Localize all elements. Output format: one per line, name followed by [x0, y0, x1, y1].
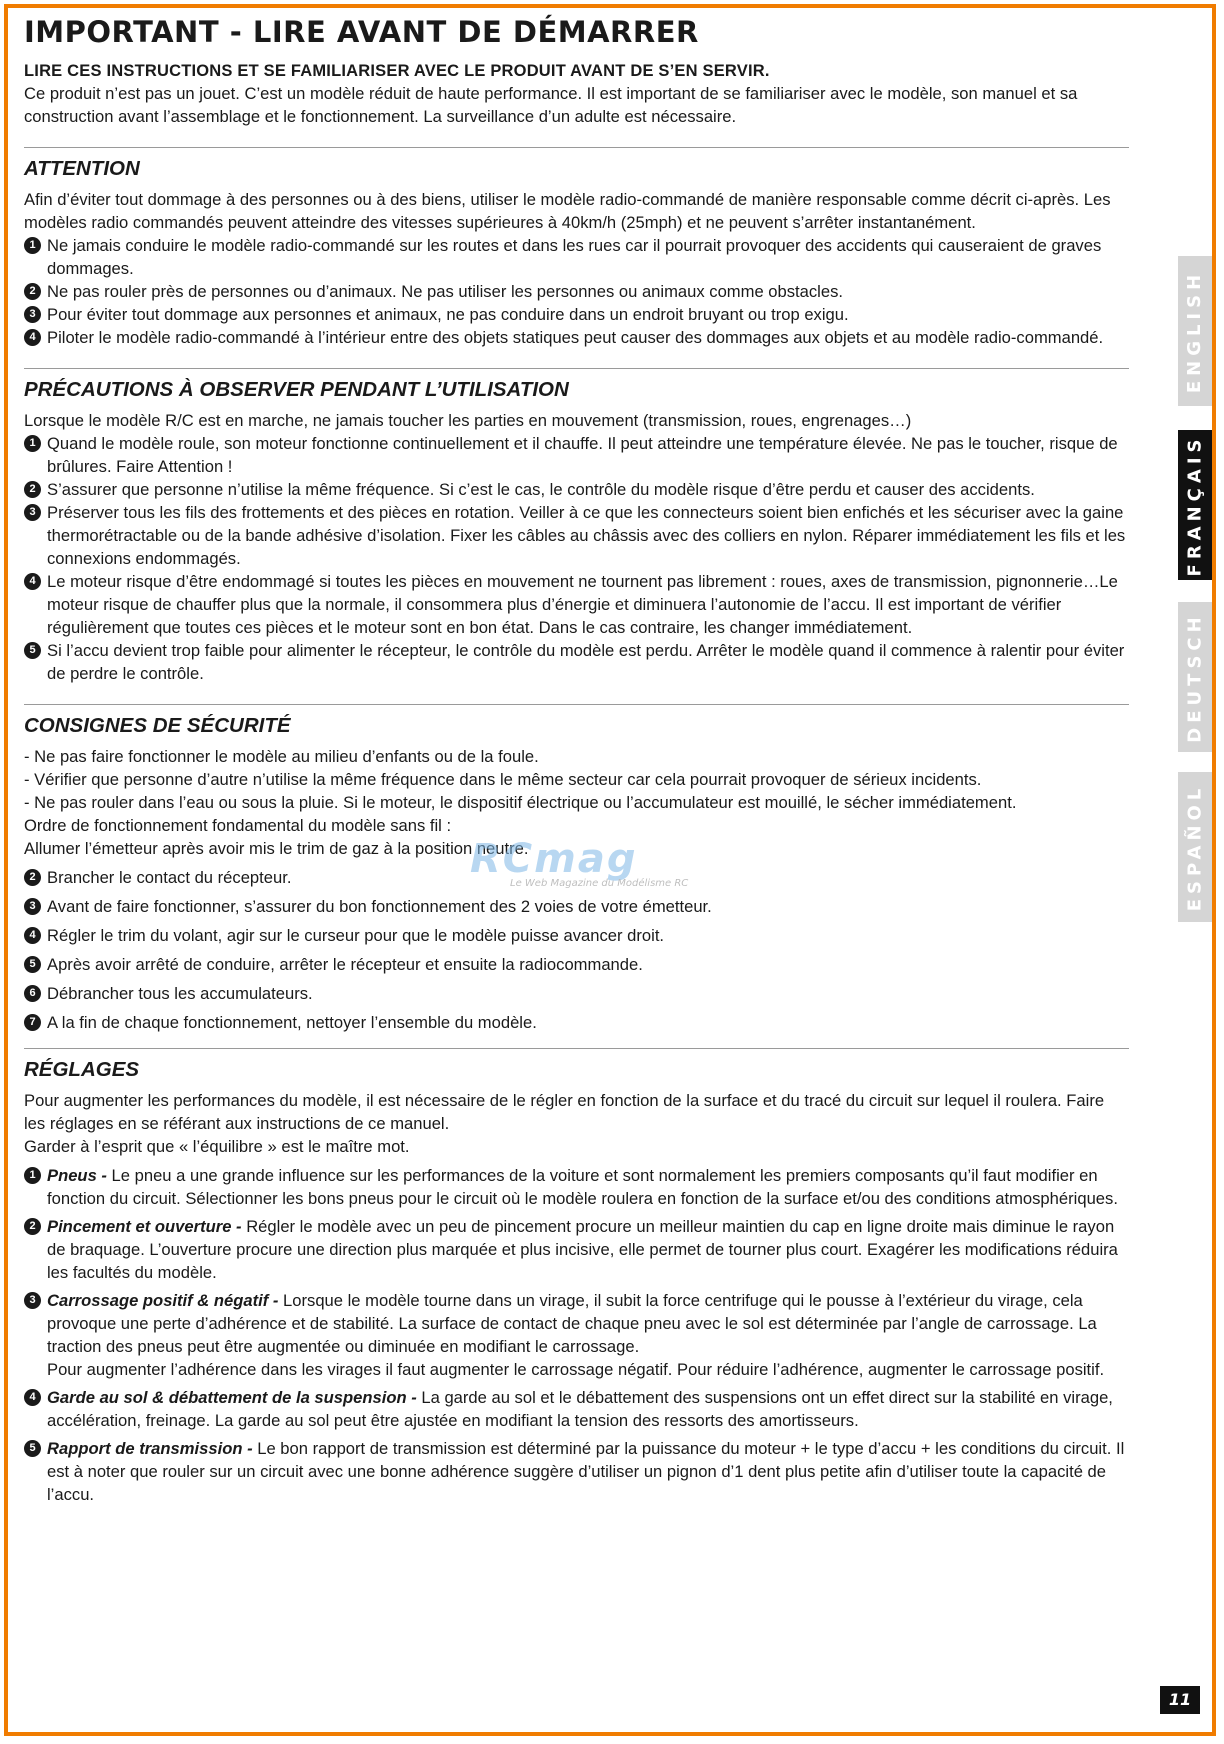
tab-deutsch[interactable]	[1178, 602, 1212, 752]
item-text: Quand le modèle roule, son moteur fonctionne continuellement et il chauffe. Il peut atteindre une température élevée. Ne pas le toucher, risque de brûlures. Faire Attention !	[47, 434, 1118, 476]
lead-heading: LIRE CES INSTRUCTIONS ET SE FAMILIARISER AVEC LE PRODUIT AVANT DE S’EN SERVIR.	[24, 62, 770, 80]
tab-label: ENGLISH	[1184, 269, 1206, 393]
page-number: 11	[1160, 1686, 1200, 1714]
item-text: Régler le modèle avec un peu de pincement procure un meilleur maintien du cap en ligne droite mais diminue le rayon de braquage. L’ouverture procure une direction plus marquée et plus incisive, elle permet de tourner plus court. Exagérer les modifications réduira les facultés du modèle.	[47, 1217, 1118, 1282]
document-content	[24, 14, 1129, 1511]
number-badge: 2	[24, 1218, 41, 1235]
precautions-section	[24, 377, 1129, 685]
item-text: Préserver tous les fils des frottements et des pièces en rotation. Veiller à ce que les connecteurs soient bien enfichés et les sécuriser avec la gaine thermorétractable ou de la bande adhésive d’isolation. Fixer les câbles au châssis avec des colliers en nylon. Réparer immédiatement les fils et les connexions endommagés.	[47, 503, 1126, 568]
number-badge: 1	[24, 435, 41, 452]
number-badge: 1	[24, 237, 41, 254]
number-badge: 2	[24, 283, 41, 300]
precaution-item	[24, 478, 1129, 501]
number-badge: 3	[24, 504, 41, 521]
reglages-intro: Pour augmenter les performances du modèle, il est nécessaire de le régler en fonction de la surface et du tracé du circuit sur lequel il roulera. Faire les réglages en se référant aux instructions de ce manuel.	[24, 1091, 1105, 1133]
tab-label: DEUTSCH	[1184, 611, 1206, 743]
tab-espanol[interactable]	[1178, 772, 1212, 922]
item-text: S’assurer que personne n’utilise la même fréquence. Si c’est le cas, le contrôle du modèle risque d’être perdu et causer des accidents.	[47, 480, 1035, 499]
precautions-title: PRÉCAUTIONS À OBSERVER PENDANT L’UTILISATION	[24, 378, 569, 401]
reglage-term: Rapport de transmission -	[47, 1439, 253, 1458]
number-badge: 4	[24, 329, 41, 346]
securite-section	[24, 713, 1129, 1034]
order-step	[24, 837, 1129, 860]
reglage-term: Garde au sol & débattement de la suspension -	[47, 1388, 417, 1407]
reglage-item	[24, 1215, 1129, 1284]
item-text: Après avoir arrêté de conduire, arrêter le récepteur et ensuite la radiocommande.	[47, 955, 643, 974]
reglages-title: RÉGLAGES	[24, 1058, 140, 1081]
reglage-item	[24, 1289, 1129, 1381]
divider	[24, 368, 1129, 369]
number-badge: 6	[24, 985, 41, 1002]
attention-section	[24, 156, 1129, 349]
order-step	[24, 895, 1129, 918]
item-text: Débrancher tous les accumulateurs.	[47, 984, 313, 1003]
reglage-item	[24, 1437, 1129, 1506]
item-text: A la fin de chaque fonctionnement, nettoyer l’ensemble du modèle.	[47, 1013, 537, 1032]
number-badge: 3	[24, 1292, 41, 1309]
tab-label: ESPAÑOL	[1184, 783, 1206, 911]
item-text: Ne jamais conduire le modèle radio-commandé sur les routes et dans les rues car il pourrait provoquer des accidents qui causeraient de graves dommages.	[47, 236, 1102, 278]
divider	[24, 147, 1129, 148]
attention-title: ATTENTION	[24, 157, 140, 180]
item-text: Le moteur risque d’être endommagé si toutes les pièces en mouvement ne tournent pas librement : roues, axes de transmission, pignonnerie…Le moteur risque de chauffer plus que la normale, il consommera plus d’énergie et diminuera l’autonomie de l’accu. Il est important de vérifier régulièrement que toutes ces pièces et le moteur sont en bon état. Dans le cas contraire, les changer immédiatement.	[47, 572, 1118, 637]
number-badge: 4	[24, 1389, 41, 1406]
attention-item	[24, 234, 1129, 280]
item-text: Pour éviter tout dommage aux personnes et animaux, ne pas conduire dans un endroit bruyant ou trop exigu.	[47, 305, 849, 324]
tab-english[interactable]	[1178, 256, 1212, 406]
reglage-term: Pneus -	[47, 1166, 107, 1185]
order-step	[24, 924, 1129, 947]
number-badge: 4	[24, 573, 41, 590]
item-text: Piloter le modèle radio-commandé à l’intérieur entre des objets statiques peut causer des dommages aux objets et au modèle radio-commandé.	[47, 328, 1104, 347]
order-step	[24, 866, 1129, 889]
securite-title: CONSIGNES DE SÉCURITÉ	[24, 714, 291, 737]
watermark-text: RCmag	[470, 836, 638, 882]
safety-rule: - Ne pas faire fonctionner le modèle au milieu d’enfants ou de la foule.	[24, 747, 539, 766]
safety-rule: - Vérifier que personne d’autre n’utilise la même fréquence dans le même secteur car cela pourrait provoquer de sérieux incidents.	[24, 770, 982, 789]
item-text: Brancher le contact du récepteur.	[47, 868, 292, 887]
watermark-subtext: Le Web Magazine du Modélisme RC	[510, 878, 689, 889]
divider	[24, 1048, 1129, 1049]
lead-paragraph: Ce produit n’est pas un jouet. C’est un modèle réduit de haute performance. Il est important de se familiariser avec le modèle, son manuel et sa construction avant l’assemblage et le fonctionnement. La surveillance d’un adulte est nécessaire.	[24, 84, 1078, 126]
number-badge: 7	[24, 1014, 41, 1031]
tab-francais[interactable]	[1178, 430, 1212, 580]
item-text: Régler le trim du volant, agir sur le curseur pour que le modèle puisse avancer droit.	[47, 926, 665, 945]
reglages-intro-2: Garder à l’esprit que « l’équilibre » est le maître mot.	[24, 1137, 410, 1156]
attention-item	[24, 303, 1129, 326]
precautions-intro: Lorsque le modèle R/C est en marche, ne jamais toucher les parties en mouvement (transmission, roues, engrenages…)	[24, 411, 912, 430]
number-badge: 5	[24, 956, 41, 973]
item-text: Le pneu a une grande influence sur les performances de la voiture et sont normalement les premiers composants qu’il faut modifier en fonction du circuit. Sélectionner les bons pneus pour le circuit où le modèle roulera en fonction de la surface et/ou des conditions atmosphériques.	[47, 1166, 1118, 1208]
number-badge: 5	[24, 642, 41, 659]
order-step	[24, 982, 1129, 1005]
number-badge: 1	[24, 1167, 41, 1184]
item-text: Ne pas rouler près de personnes ou d’animaux. Ne pas utiliser les personnes ou animaux comme obstacles.	[47, 282, 843, 301]
reglages-section	[24, 1057, 1129, 1506]
attention-intro: Afin d’éviter tout dommage à des personnes ou à des biens, utiliser le modèle radio-commandé de manière responsable comme décrit ci-après. Les modèles radio commandés peuvent atteindre des vitesses supérieures à 40km/h (25mph) et ne peuvent s’arrêter instantanément.	[24, 190, 1111, 232]
number-badge: 5	[24, 1440, 41, 1457]
attention-item	[24, 280, 1129, 303]
item-text: Allumer l’émetteur après avoir mis le trim de gaz à la position neutre.	[24, 839, 529, 858]
attention-item	[24, 326, 1129, 349]
precaution-item	[24, 570, 1129, 639]
item-text: Si l’accu devient trop faible pour alimenter le récepteur, le contrôle du modèle est perdu. Arrêter le modèle quand il commence à ralentir pour éviter de perdre le contrôle.	[47, 641, 1125, 683]
number-badge: 3	[24, 306, 41, 323]
page-title: IMPORTANT - LIRE AVANT DE DÉMARRER	[24, 15, 699, 49]
precaution-item	[24, 432, 1129, 478]
precaution-item	[24, 501, 1129, 570]
order-step	[24, 953, 1129, 976]
number-badge: 3	[24, 898, 41, 915]
order-step	[24, 1011, 1129, 1034]
number-badge: 2	[24, 869, 41, 886]
tab-label: FRANÇAIS	[1184, 434, 1206, 576]
number-badge: 2	[24, 481, 41, 498]
divider	[24, 704, 1129, 705]
item-text: Avant de faire fonctionner, s’assurer du bon fonctionnement des 2 voies de votre émetteur.	[47, 897, 712, 916]
item-text: Le bon rapport de transmission est déterminé par la puissance du moteur + le type d’accu + les conditions du circuit. Il est à noter que rouler sur un circuit avec une bonne adhérence suggère d’utiliser un pignon d’1 dent plus petite afin d’utiliser toute la capacité de l’accu.	[47, 1439, 1125, 1504]
reglage-item	[24, 1386, 1129, 1432]
reglage-term: Pincement et ouverture -	[47, 1217, 242, 1236]
reglage-term: Carrossage positif & négatif -	[47, 1291, 279, 1310]
number-badge: 4	[24, 927, 41, 944]
reglage-item	[24, 1164, 1129, 1210]
item-text: Lorsque le modèle tourne dans un virage, il subit la force centrifuge qui le pousse à l’extérieur du virage, cela provoque une perte d’adhérence et de stabilité. La surface de contact de chaque pneu avec le sol est déterminée par l’angle de carrossage. La traction des pneus peut être augmentée ou diminuée en modifiant le carrossage.	[47, 1291, 1097, 1356]
item-text: La garde au sol et le débattement des suspensions ont un effet direct sur la stabilité en virage, accélération, freinage. La garde au sol peut être ajustée en modifiant la tension des ressorts des amortisseurs.	[47, 1388, 1113, 1430]
item-text-extra: Pour augmenter l’adhérence dans les virages il faut augmenter le carrossage négatif. Pour réduire l’adhérence, augmenter le carrossage positif.	[47, 1360, 1105, 1379]
safety-rule: - Ne pas rouler dans l’eau ou sous la pluie. Si le moteur, le dispositif électrique ou l’accumulateur est mouillé, le sécher immédiatement.	[24, 793, 1017, 812]
precaution-item	[24, 639, 1129, 685]
order-title: Ordre de fonctionnement fondamental du modèle sans fil :	[24, 816, 452, 835]
